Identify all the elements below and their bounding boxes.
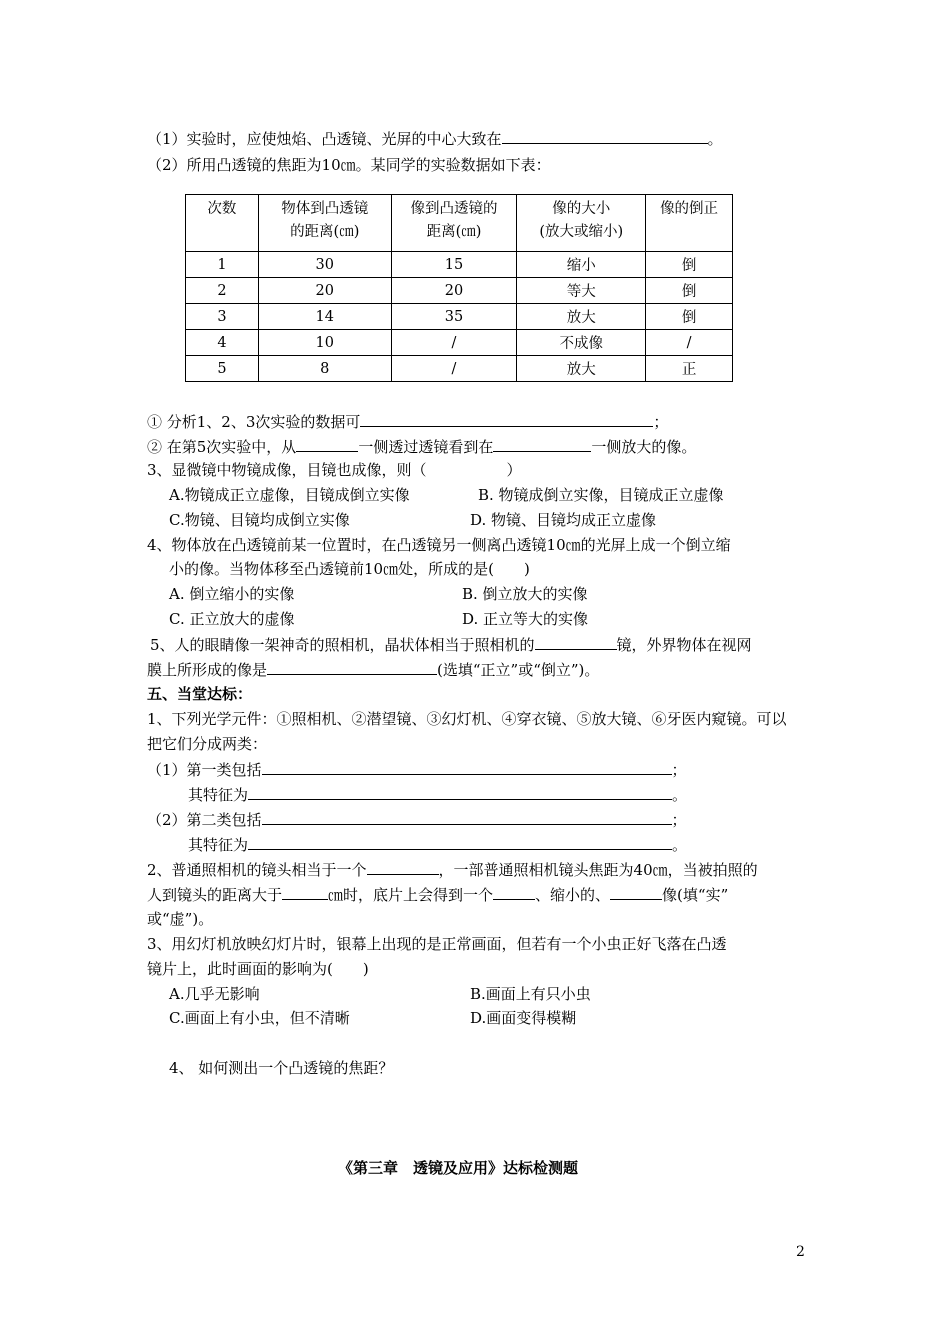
answer-blank[interactable] bbox=[493, 436, 591, 452]
table-cell: / bbox=[391, 356, 517, 382]
option-d[interactable]: D. 物镜、目镜均成正立虚像 bbox=[470, 511, 657, 529]
table-cell: 缩小 bbox=[517, 252, 646, 278]
table-header-row bbox=[186, 195, 733, 252]
answer-blank[interactable] bbox=[262, 809, 672, 825]
option-a[interactable]: A.物镜成正立虚像，目镜成倒立实像 bbox=[169, 486, 410, 504]
option-a[interactable]: A.几乎无影响 bbox=[169, 985, 260, 1003]
task-4-line: 4、 如何测出一个凸透镜的焦距？ bbox=[169, 1059, 394, 1077]
task-1-line-2: 把它们分成两类： bbox=[147, 735, 268, 753]
table-cell: 放大 bbox=[517, 356, 646, 382]
table-header-cell: 像的倒正 bbox=[646, 195, 733, 252]
table-cell: 倒 bbox=[646, 278, 733, 304]
option-d[interactable]: D.画面变得模糊 bbox=[470, 1009, 577, 1027]
option-b[interactable]: B. 倒立放大的实像 bbox=[462, 585, 588, 603]
table-header-cell: 像的大小 (放大或缩小) bbox=[517, 195, 646, 252]
option-a[interactable]: A. 倒立缩小的实像 bbox=[169, 585, 295, 603]
table-header-cell: 物体到凸透镜 的距离(㎝) bbox=[258, 195, 391, 252]
answer-blank[interactable] bbox=[267, 659, 437, 675]
table-cell: 放大 bbox=[517, 304, 646, 330]
option-c[interactable]: C.物镜、目镜均成倒立实像 bbox=[169, 511, 350, 529]
table-row bbox=[186, 278, 733, 304]
answer-blank[interactable] bbox=[367, 859, 439, 875]
question-2-line: （2）所用凸透镜的焦距为10㎝。某同学的实验数据如下表： bbox=[147, 156, 551, 174]
table-row bbox=[186, 304, 733, 330]
answer-blank[interactable] bbox=[360, 411, 653, 427]
question-4-line-2: 小的像。当物体移至凸透镜前10㎝处，所成的是( ) bbox=[169, 560, 530, 578]
answer-blank[interactable] bbox=[248, 834, 672, 850]
feature-2-line: 其特征为 。 bbox=[188, 836, 688, 854]
table-row bbox=[186, 330, 733, 356]
question-1-line: （1）实验时，应使烛焰、凸透镜、光屏的中心大致在 。 bbox=[147, 130, 723, 148]
table-cell: 正 bbox=[646, 356, 733, 382]
question-3-stem: 3、显微镜中物镜成像，目镜也成像，则（ ） bbox=[147, 461, 522, 479]
task-2-line-2: 人到镜头的距离大于 ㎝时，底片上会得到一个 、缩小的、 像(填“实” bbox=[147, 886, 729, 904]
analysis-2-line: ② 在第5次实验中，从 一侧透过透镜看到在 一侧放大的像。 bbox=[147, 438, 697, 456]
table-cell: / bbox=[646, 330, 733, 356]
option-c[interactable]: C.画面上有小虫，但不清晰 bbox=[169, 1009, 350, 1027]
class-1-line: （1）第一类包括 ； bbox=[147, 761, 687, 779]
table-cell: 倒 bbox=[646, 304, 733, 330]
table-cell: 8 bbox=[258, 356, 391, 382]
answer-blank[interactable] bbox=[502, 128, 708, 144]
class-2-line: （2）第二类包括 ； bbox=[147, 811, 687, 829]
answer-blank[interactable] bbox=[493, 884, 535, 900]
table-cell: 等大 bbox=[517, 278, 646, 304]
table-cell: 30 bbox=[258, 252, 391, 278]
answer-blank[interactable] bbox=[262, 759, 672, 775]
table-cell: 倒 bbox=[646, 252, 733, 278]
table-cell: 1 bbox=[186, 252, 259, 278]
table-row bbox=[186, 252, 733, 278]
table-header-cell: 次数 bbox=[186, 195, 259, 252]
table-cell: 5 bbox=[186, 356, 259, 382]
table-cell: 3 bbox=[186, 304, 259, 330]
answer-blank[interactable] bbox=[535, 634, 617, 650]
table-cell: 14 bbox=[258, 304, 391, 330]
feature-1-line: 其特征为 。 bbox=[188, 786, 688, 804]
option-d[interactable]: D. 正立等大的实像 bbox=[462, 610, 589, 628]
page-number: 2 bbox=[796, 1244, 805, 1260]
analysis-1-line: ① 分析1、2、3次实验的数据可 ； bbox=[147, 413, 669, 431]
task-2-line-1: 2、普通照相机的镜头相当于一个 ，一部普通照相机镜头焦距为40㎝，当被拍照的 bbox=[147, 861, 758, 879]
table-cell: 20 bbox=[391, 278, 517, 304]
answer-blank[interactable] bbox=[610, 884, 662, 900]
table-cell: / bbox=[391, 330, 517, 356]
question-4-line-1: 4、物体放在凸透镜前某一位置时，在凸透镜另一侧离凸透镜10㎝的光屏上成一个倒立缩 bbox=[147, 536, 731, 554]
table-cell: 20 bbox=[258, 278, 391, 304]
question-5-line-1: 5、人的眼睛像一架神奇的照相机，晶状体相当于照相机的 镜，外界物体在视网 bbox=[150, 636, 752, 654]
option-b[interactable]: B.画面上有只小虫 bbox=[470, 985, 591, 1003]
task-3-line-1: 3、用幻灯机放映幻灯片时，银幕上出现的是正常画面，但若有一个小虫正好飞落在凸透 bbox=[147, 935, 727, 953]
answer-blank[interactable] bbox=[296, 436, 358, 452]
table-header-cell: 像到凸透镜的 距离(㎝) bbox=[391, 195, 517, 252]
task-2-line-3: 或“虚”)。 bbox=[147, 910, 214, 928]
table-cell: 2 bbox=[186, 278, 259, 304]
experiment-data-table bbox=[185, 194, 733, 382]
table-body bbox=[186, 252, 733, 382]
question-5-line-2: 膜上所形成的像是 (选填“正立”或“倒立”)。 bbox=[147, 661, 600, 679]
option-c[interactable]: C. 正立放大的虚像 bbox=[169, 610, 295, 628]
answer-blank[interactable] bbox=[248, 784, 672, 800]
chapter-title: 《第三章 透镜及应用》达标检测题 bbox=[338, 1159, 579, 1177]
table-row bbox=[186, 356, 733, 382]
task-1-line-1: 1、下列光学元件：①照相机、②潜望镜、③幻灯机、④穿衣镜、⑤放大镜、⑥牙医内窥镜。可以 bbox=[147, 710, 787, 728]
task-3-line-2: 镜片上，此时画面的影响为( ) bbox=[147, 960, 369, 978]
table-cell: 35 bbox=[391, 304, 517, 330]
section-title: 五、当堂达标： bbox=[147, 685, 253, 703]
table-cell: 10 bbox=[258, 330, 391, 356]
answer-blank[interactable] bbox=[282, 884, 328, 900]
option-b[interactable]: B. 物镜成倒立实像，目镜成正立虚像 bbox=[478, 486, 724, 504]
table-cell: 不成像 bbox=[517, 330, 646, 356]
table-cell: 4 bbox=[186, 330, 259, 356]
table-cell: 15 bbox=[391, 252, 517, 278]
